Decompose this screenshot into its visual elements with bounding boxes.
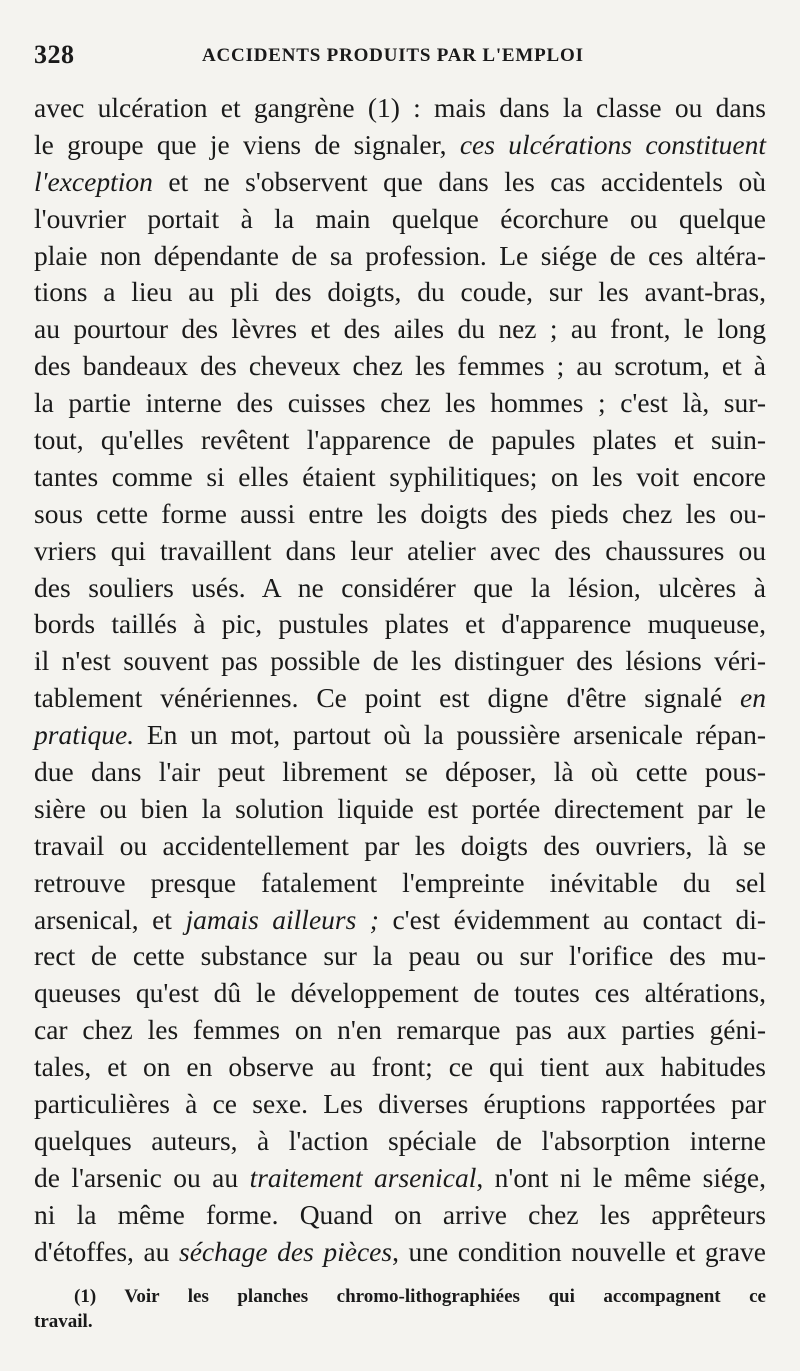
text-line xyxy=(34,902,766,939)
text-run: avec ulcération et gangrène (1) : mais dans la classe ou dans xyxy=(34,92,766,123)
italic-text: pratique. xyxy=(34,719,135,751)
text-line xyxy=(34,643,766,680)
text-run: il n'est souvent pas possible de les distinguer des lésions véri- xyxy=(34,645,766,677)
text-line xyxy=(34,1197,766,1234)
text-line xyxy=(34,348,766,385)
text-line xyxy=(34,533,766,570)
text-line xyxy=(34,1049,766,1086)
text-run: c'est évidemment au contact di- xyxy=(378,903,766,935)
italic-text: en xyxy=(740,682,766,714)
text-line xyxy=(34,385,766,422)
text-run: arsenical, et xyxy=(34,903,186,935)
text-run: bords taillés à pic, pustules plates et d'apparence muqueuse, xyxy=(34,608,766,640)
text-line xyxy=(34,201,766,238)
text-line xyxy=(34,127,766,164)
text-line xyxy=(34,865,766,902)
text-run: ni la même forme. Quand on arrive chez les apprêteurs xyxy=(34,1198,766,1230)
text-line xyxy=(34,164,766,201)
text-run: tales, et on en observe au front; ce qui tient aux habitudes xyxy=(34,1051,766,1083)
text-run: vriers qui travaillent dans leur atelier avec des chaussures ou xyxy=(34,534,766,566)
text-run: tions a lieu au pli des doigts, du coude, sur les avant-bras, xyxy=(34,276,766,308)
text-run: car chez les femmes on n'en remarque pas aux parties géni- xyxy=(34,1014,766,1046)
italic-text: ces ulcérations constituent xyxy=(459,128,766,160)
text-line xyxy=(34,496,766,533)
text-run: rect de cette substance sur la peau ou sur l'orifice des mu- xyxy=(34,940,766,972)
text-line xyxy=(34,1234,766,1271)
text-line xyxy=(34,1012,766,1049)
text-run: queuses qu'est dû le développement de toutes ces altérations, xyxy=(34,977,766,1009)
page-number: 328 xyxy=(34,40,75,69)
italic-text: jamais ailleurs ; xyxy=(185,903,379,935)
text-run: de l'arsenic ou au xyxy=(34,1161,250,1193)
text-line xyxy=(34,422,766,459)
text-line xyxy=(34,274,766,311)
italic-text: traitement arsenical xyxy=(249,1161,477,1193)
italic-text: l'exception xyxy=(34,165,153,197)
text-run: des bandeaux des cheveux chez les femmes ; au scrotum, et à xyxy=(34,350,766,382)
text-run: le groupe que je viens de signaler, xyxy=(34,128,460,160)
text-run: tantes comme si elles étaient syphilitiques; on les voit encore xyxy=(34,460,766,492)
text-run: plaie non dépendante de sa profession. Le siége de ces altéra- xyxy=(34,239,766,271)
text-run: l'ouvrier portait à la main quelque écorchure ou quelque xyxy=(34,202,766,234)
text-line xyxy=(34,1123,766,1160)
text-run: tout, qu'elles revêtent l'apparence de papules plates et suin- xyxy=(34,424,766,456)
page-header xyxy=(34,40,760,80)
text-line xyxy=(34,606,766,643)
text-run: et ne s'observent que dans les cas accidentels où xyxy=(152,165,766,197)
text-line xyxy=(34,459,766,496)
text-line xyxy=(34,791,766,828)
text-run: En un mot, partout où la poussière arsenicale répan- xyxy=(134,719,766,751)
text-run: due dans l'air peut librement se déposer, là où cette pous- xyxy=(34,756,766,788)
text-run: particulières à ce sexe. Les diverses éruptions rapportées par xyxy=(34,1088,766,1120)
text-line xyxy=(34,570,766,607)
footnote-line: (1) Voir les planches chromo-lithographiées qui accompagnent ce xyxy=(74,1286,766,1307)
text-run: , une condition nouvelle et grave xyxy=(392,1235,766,1267)
text-run: tablement vénériennes. Ce point est digne d'être signalé xyxy=(34,682,741,714)
text-line xyxy=(34,754,766,791)
text-line xyxy=(34,717,766,754)
text-run: , n'ont ni le même siége, xyxy=(476,1161,767,1193)
text-run: sière ou bien la solution liquide est portée directement par le xyxy=(34,792,766,824)
footnote xyxy=(34,1284,766,1334)
text-line xyxy=(34,680,766,717)
text-run: sous cette forme aussi entre les doigts des pieds chez les ou- xyxy=(34,497,766,529)
italic-text: séchage des pièces xyxy=(179,1235,393,1267)
text-line xyxy=(34,311,766,348)
text-run: retrouve presque fatalement l'empreinte inévitable du sel xyxy=(34,866,766,898)
text-run: au pourtour des lèvres et des ailes du nez ; au front, le long xyxy=(34,313,766,345)
text-line xyxy=(34,828,766,865)
text-line xyxy=(34,975,766,1012)
running-head: ACCIDENTS PRODUITS PAR L'EMPLOI xyxy=(202,45,584,66)
footnote-line: travail. xyxy=(34,1311,93,1332)
text-run: des souliers usés. A ne considérer que la lésion, ulcères à xyxy=(34,571,766,603)
body-text xyxy=(34,90,766,1271)
text-line xyxy=(34,1086,766,1123)
text-run: travail ou accidentellement par les doigts des ouvriers, là se xyxy=(34,829,766,861)
text-line xyxy=(34,1160,766,1197)
text-line xyxy=(34,238,766,275)
text-run: d'étoffes, au xyxy=(34,1235,179,1267)
text-line xyxy=(34,90,766,127)
text-run: la partie interne des cuisses chez les hommes ; c'est là, sur- xyxy=(34,387,766,419)
text-run: quelques auteurs, à l'action spéciale de l'absorption interne xyxy=(34,1124,766,1156)
text-line xyxy=(34,938,766,975)
